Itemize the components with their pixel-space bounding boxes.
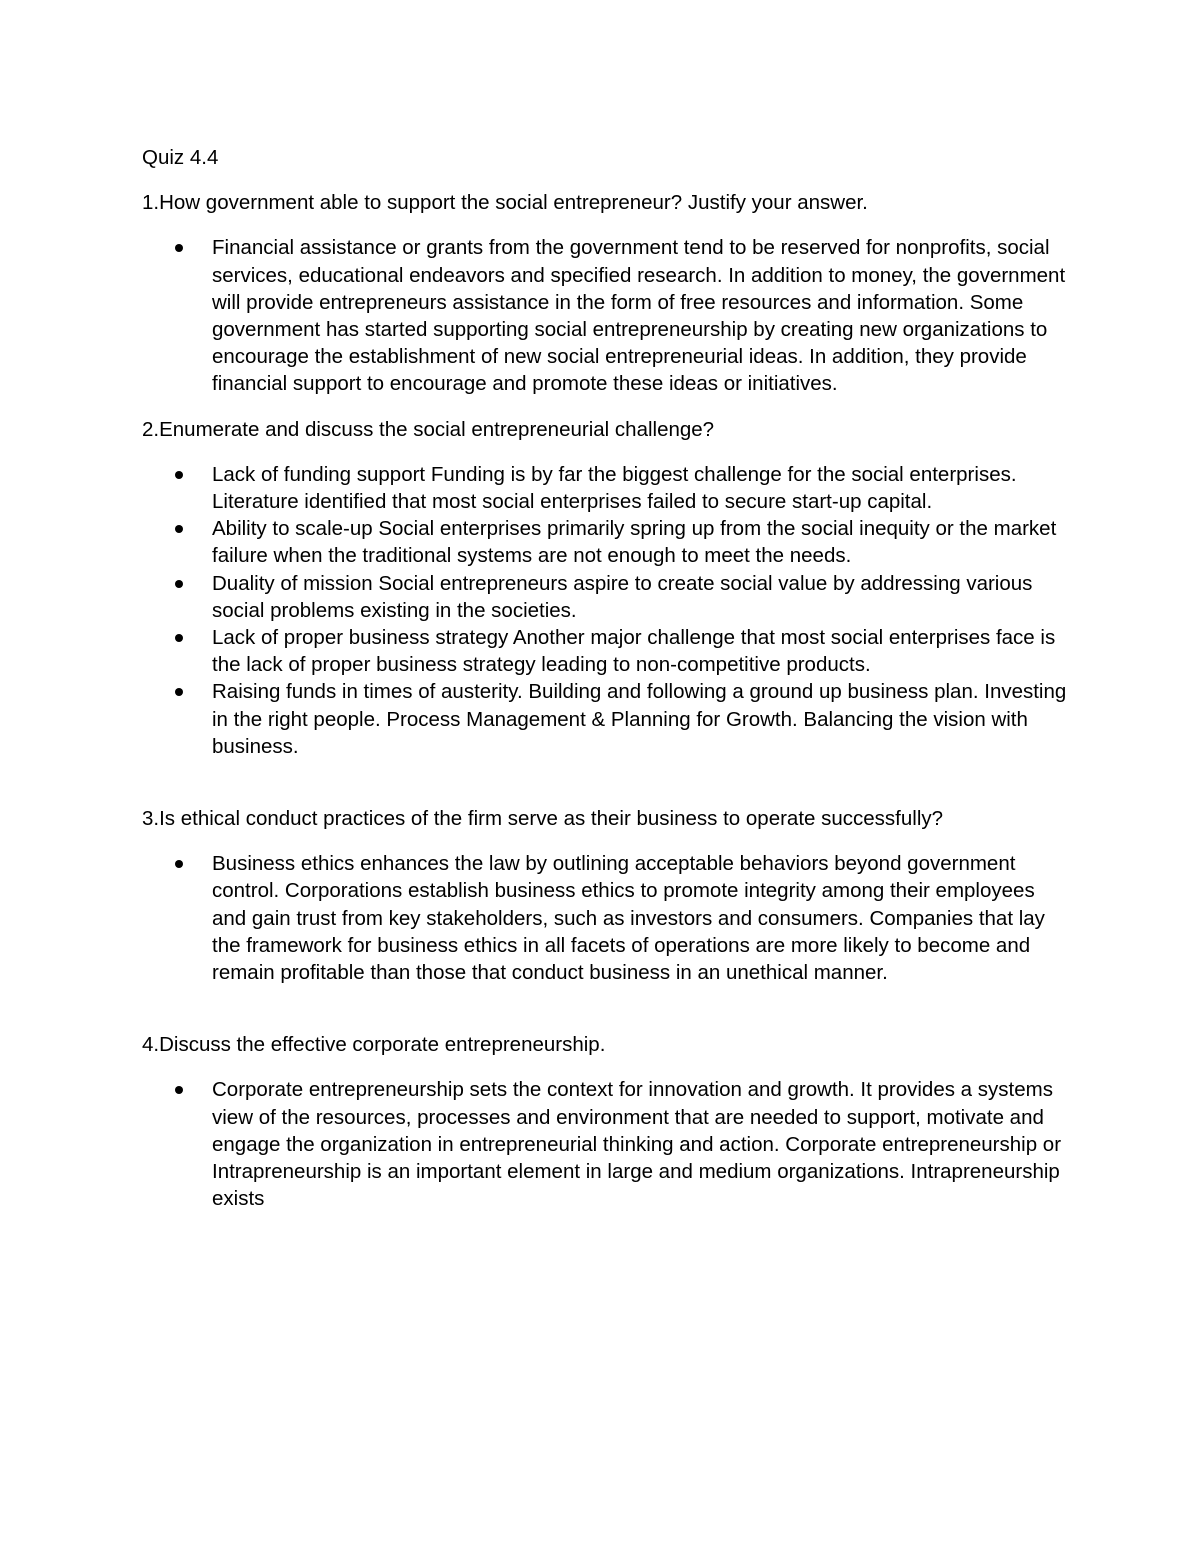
quiz-title: Quiz 4.4 <box>142 146 219 169</box>
bullet-icon <box>175 471 183 479</box>
answer-list-1 <box>142 234 1072 397</box>
answer-item <box>142 461 1072 515</box>
answer-text: Corporate entrepreneurship sets the context for innovation and growth. It provides a systems view of the resources, processes and environment that are needed to support, motivate and engage the organization in entrepreneurial thinking and action. Corporate entrepreneurship or Intrapreneurship is an important element in large and medium organizations. Intrapreneurship exists <box>212 1078 1062 1211</box>
question-4: 4.Discuss the effective corporate entrepreneurship. <box>142 1033 606 1057</box>
question-3: 3.Is ethical conduct practices of the firm serve as their business to operate successfully? <box>142 807 944 831</box>
bullet-icon <box>175 688 183 696</box>
document-content <box>142 144 1072 1213</box>
question-2: 2.Enumerate and discuss the social entrepreneurial challenge? <box>142 417 715 441</box>
answer-item <box>142 624 1072 678</box>
answer-item <box>142 850 1072 986</box>
answer-list-4 <box>142 1076 1072 1212</box>
answer-item <box>142 570 1072 624</box>
question-1: 1.How government able to support the social entrepreneur? Justify your answer. <box>142 191 868 215</box>
answer-text: Ability to scale-up Social enterprises primarily spring up from the social inequity or the market failure when the traditional systems are not enough to meet the needs. <box>212 517 1057 568</box>
answer-item <box>142 1076 1072 1212</box>
bullet-icon <box>175 244 183 252</box>
answer-list-3 <box>142 850 1072 986</box>
answer-text: Financial assistance or grants from the government tend to be reserved for nonprofits, social services, educational endeavors and specified research. In addition to money, the government will provide entrepreneurs assistance in the form of free resources and information. Some government has started supporting social entrepreneurship by creating new organizations to encourage the establishment of new social entrepreneurial ideas. In addition, they provide financial support to encourage and promote these ideas or initiatives. <box>212 236 1066 396</box>
bullet-icon <box>175 525 183 533</box>
bullet-icon <box>175 860 183 868</box>
answer-text: Duality of mission Social entrepreneurs aspire to create social value by addressing various social problems existing in the societies. <box>212 571 1033 622</box>
answer-text: Lack of proper business strategy Another major challenge that most social enterprises face is the lack of proper business strategy leading to non-competitive products. <box>212 626 1056 677</box>
bullet-icon <box>175 580 183 588</box>
answer-item <box>142 234 1072 397</box>
answer-list-2 <box>142 461 1072 760</box>
answer-text: Raising funds in times of austerity. Building and following a ground up business plan. Investing in the right people. Process Management & Planning for Growth. Balancing the vision with business. <box>212 680 1067 758</box>
answer-item <box>142 515 1072 569</box>
answer-item <box>142 678 1072 760</box>
bullet-icon <box>175 634 183 642</box>
answer-text: Business ethics enhances the law by outlining acceptable behaviors beyond government control. Corporations establish business ethics to promote integrity among their employees and gain trust from key stakeholders, such as investors and consumers. Companies that lay the framework for business ethics in all facets of operations are more likely to become and remain profitable than those that conduct business in an unethical manner. <box>212 852 1045 985</box>
answer-text: Lack of funding support Funding is by far the biggest challenge for the social enterprises. Literature identified that most social enterprises failed to secure start-up capital. <box>212 462 1017 514</box>
bullet-icon <box>175 1086 183 1094</box>
